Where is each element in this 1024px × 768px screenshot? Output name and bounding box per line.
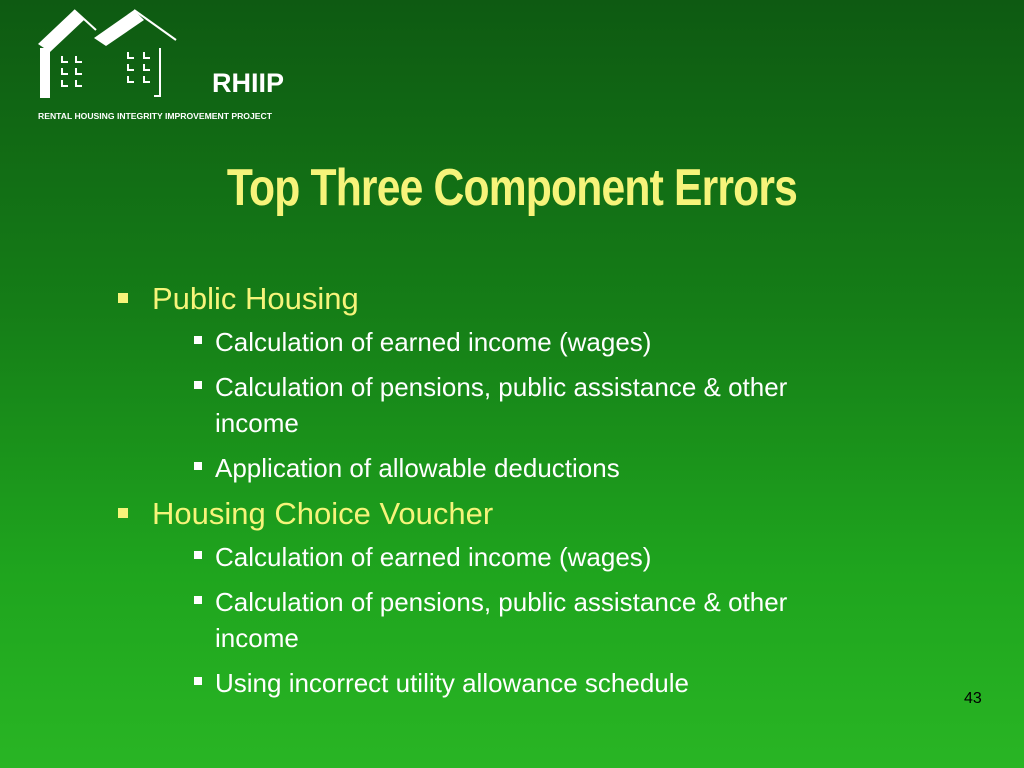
list-item: [192, 665, 875, 701]
square-bullet-icon: [194, 462, 202, 470]
square-bullet-icon: [194, 381, 202, 389]
list-item-text: Calculation of earned income (wages): [215, 542, 652, 572]
square-bullet-icon: [194, 596, 202, 604]
houses-icon: [36, 8, 186, 108]
square-bullet-icon: [118, 293, 128, 303]
list-item-text: Using incorrect utility allowance schedule: [215, 668, 690, 698]
square-bullet-icon: [194, 551, 202, 559]
list-item: [192, 369, 875, 441]
list-item-text: Calculation of pensions, public assistance & other income: [215, 372, 788, 438]
list-item: [192, 324, 875, 360]
rhiip-logo: [36, 8, 296, 120]
list-item-text: Calculation of pensions, public assistance & other income: [215, 587, 788, 653]
section-heading-housing-choice-voucher: [114, 495, 914, 533]
square-bullet-icon: [194, 677, 202, 685]
list-item-text: Application of allowable deductions: [215, 453, 620, 483]
section-heading-public-housing: [114, 280, 914, 318]
list-item-text: Calculation of earned income (wages): [215, 327, 652, 357]
bullet-list: [114, 280, 914, 710]
square-bullet-icon: [118, 508, 128, 518]
logo-tagline: RENTAL HOUSING INTEGRITY IMPROVEMENT PROJECT: [38, 111, 272, 121]
list-item: [192, 450, 875, 486]
list-item: [192, 584, 875, 656]
list-item: [192, 539, 875, 575]
page-number: 43: [964, 690, 982, 707]
square-bullet-icon: [194, 336, 202, 344]
slide-title: Top Three Component Errors: [226, 159, 798, 217]
section-heading-text: Housing Choice Voucher: [152, 496, 494, 531]
logo-name: RHIIP: [212, 68, 285, 98]
section-heading-text: Public Housing: [152, 281, 359, 316]
